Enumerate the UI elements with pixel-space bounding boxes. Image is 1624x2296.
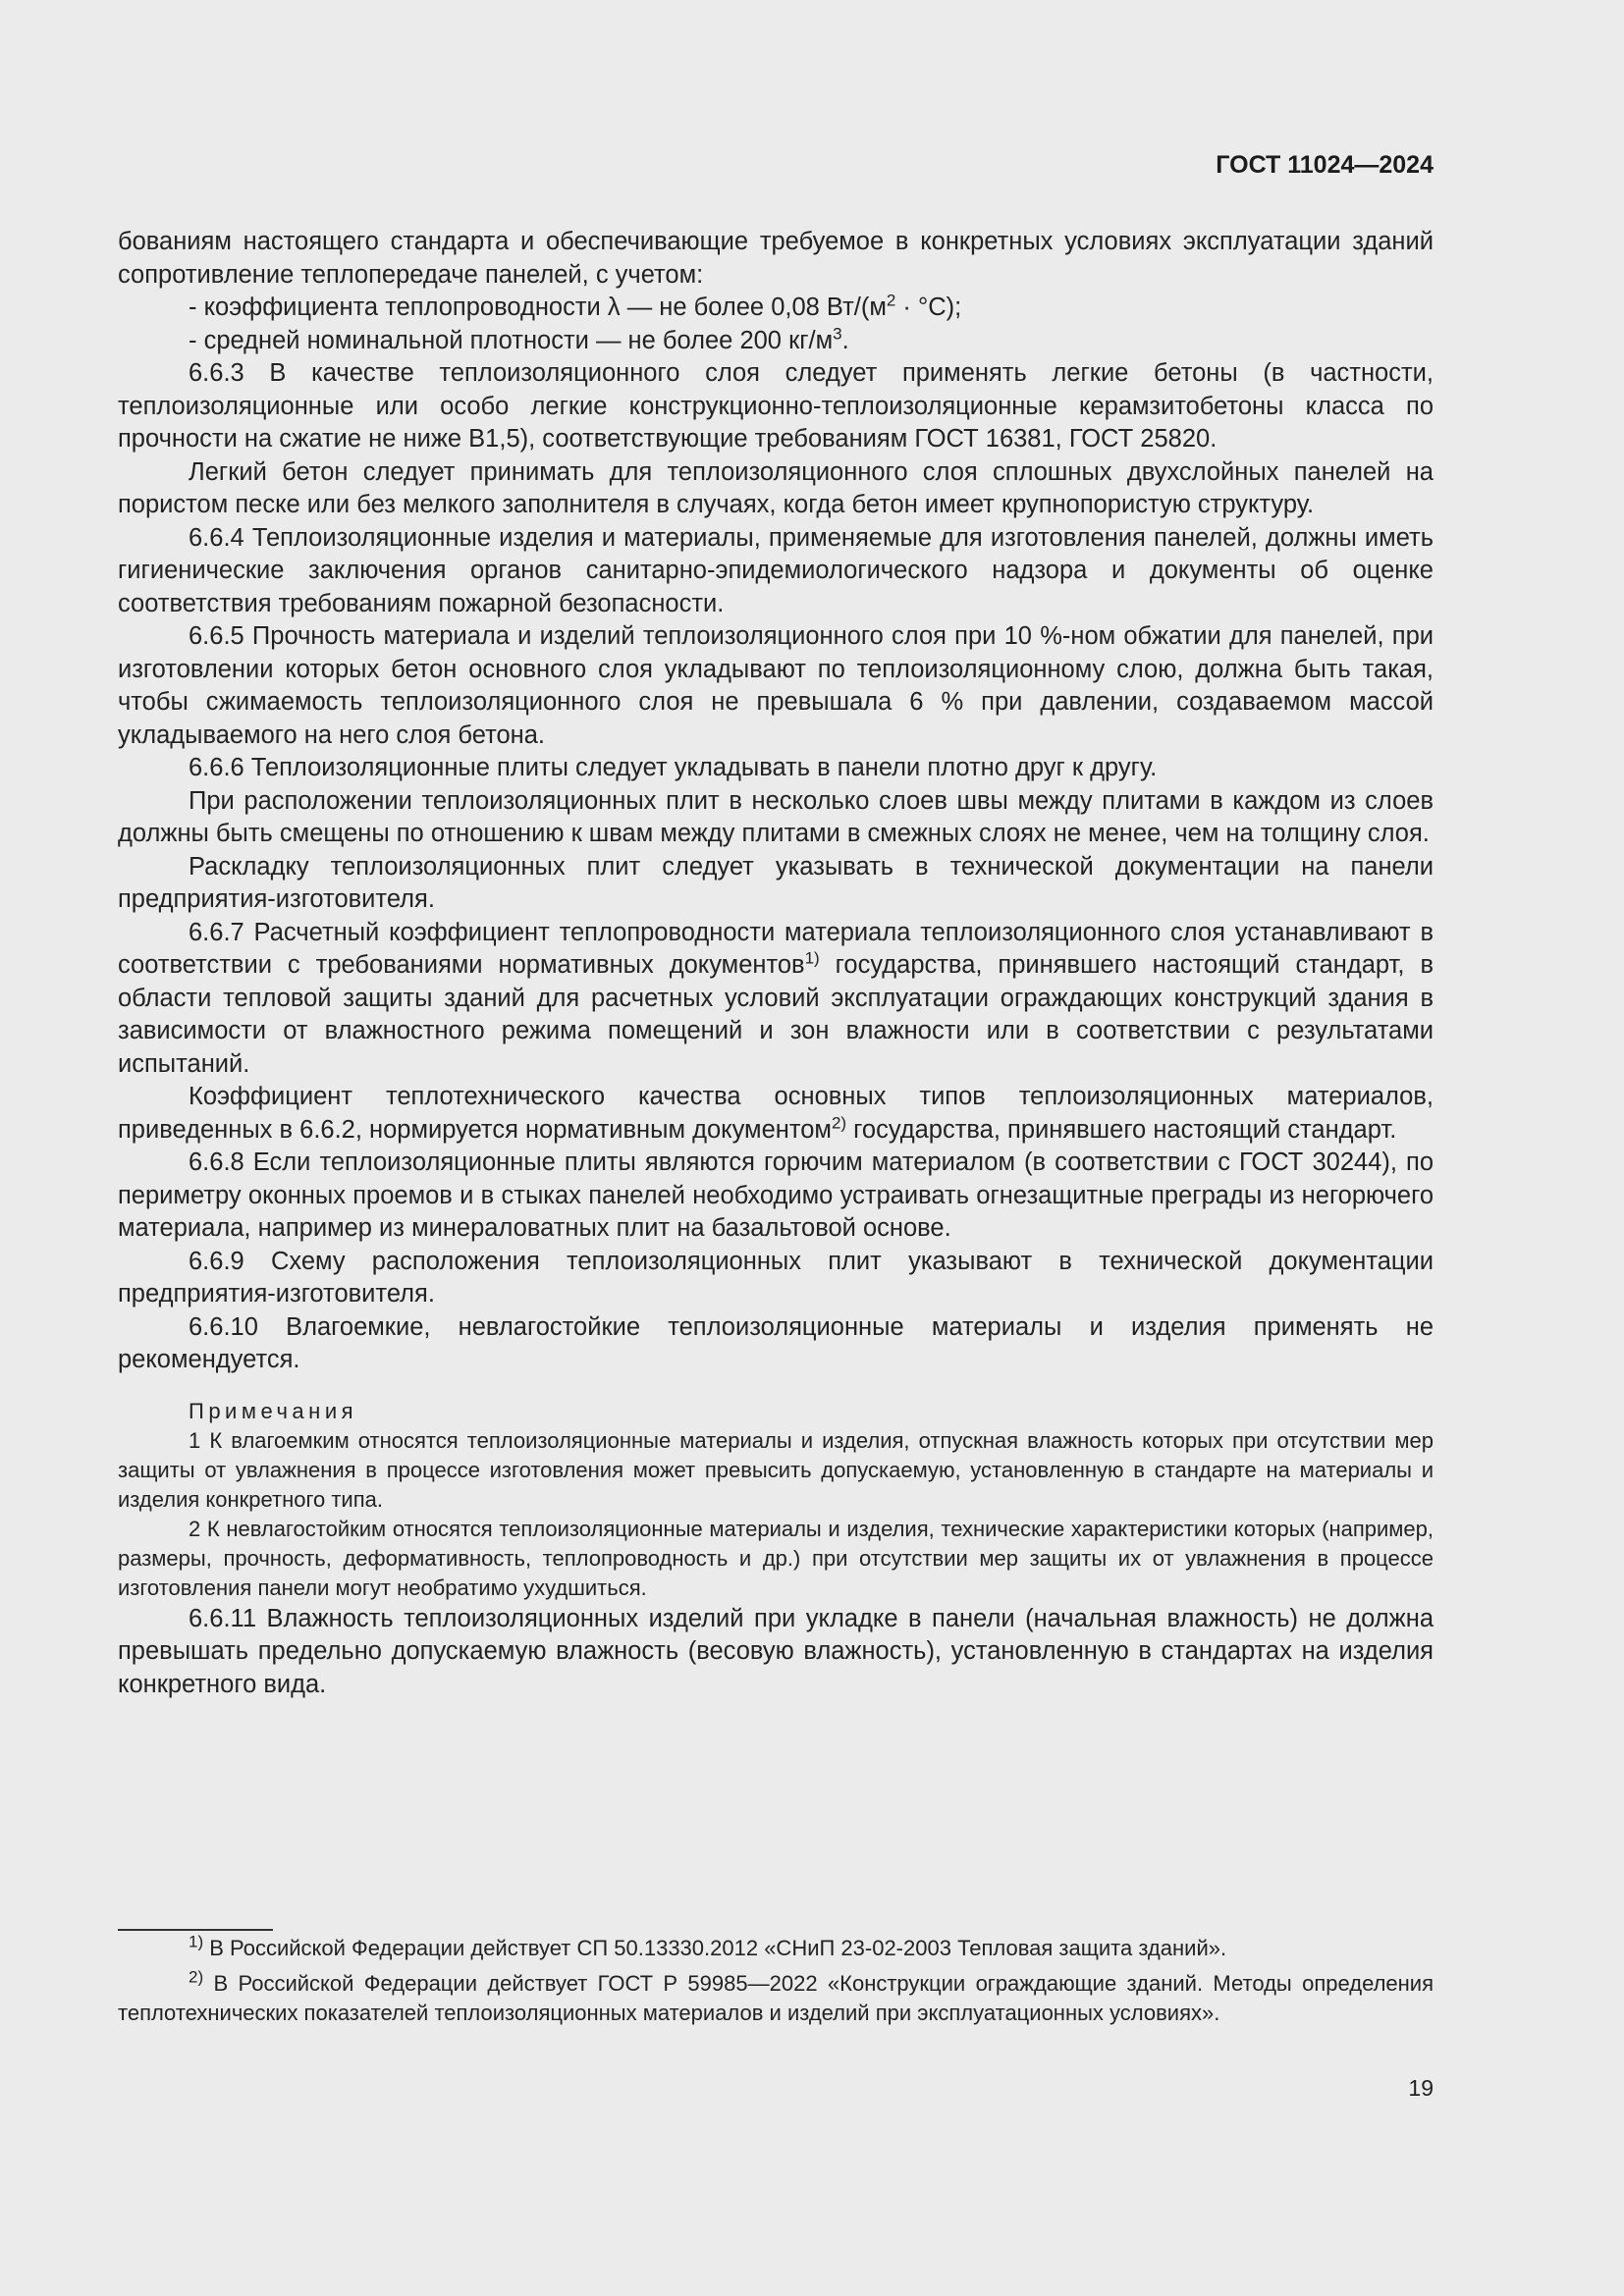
- list-item-thermal-conductivity: - коэффициента теплопроводности λ — не более 0,08 $Вт/(м^2 \cdot ^\circ С)$;: [189, 291, 962, 321]
- footnote-2: $^{2)}$ В Российской Федерации действует ГОСТ Р 59985—2022 «Конструкции ограждающие зданий. Методы определения теплотехнических показателей теплоизоляционных материалов и изделий при эксплуатационных условиях».: [118, 1967, 1434, 2025]
- clause-6-6-3-paragraph: Легкий бетон следует принимать для теплоизоляционного слоя сплошных двухслойных панелей на пористом песке или без мелкого заполнителя в случаях, когда бетон имеет крупнопористую структуру.: [118, 457, 1434, 518]
- note-2: 2 К невлагостойким относятся теплоизоляционные материалы и изделия, технические характеристики которых (например, размеры, прочность, деформативность, теплопроводность и др.) при отсутствии мер защиты их от увлажнения в процессе изготовления панели могут необратимо ухудшиться.: [118, 1516, 1434, 1600]
- clause-6-6-8: 6.6.8 Если теплоизоляционные плиты являются горючим материалом (в соответствии с ГОСТ 30244), по периметру оконных проемов и в стыках панелей необходимо устраивать огнезащитные преграды из негорючего материала, например из минераловатных плит на базальтовой основе.: [118, 1148, 1434, 1242]
- main-text: [118, 226, 1434, 1701]
- list-item-density: - средней номинальной плотности — не более 200 $кг/м^3$.: [189, 324, 849, 354]
- clause-6-6-9: 6.6.9 Схему расположения теплоизоляционных плит указывают в технической документации предприятия-изготовителя.: [118, 1247, 1434, 1308]
- footnote-ref-1: 1): [804, 948, 820, 968]
- note-1: 1 К влагоемким относятся теплоизоляционные материалы и изделия, отпускная влажность которых при отсутствии мер защиты от увлажнения в процессе изготовления может превысить допускаемую, установленную в стандарте на материалы и изделия конкретного типа.: [118, 1427, 1434, 1512]
- notes-block: [118, 1397, 1434, 1603]
- clause-6-6-6-paragraph-2: Раскладку теплоизоляционных плит следует указывать в технической документации на панели предприятия-изготовителя.: [118, 852, 1434, 913]
- notes-heading: Примечания: [189, 1398, 358, 1423]
- footnote-divider: [118, 1929, 273, 1931]
- paragraph-continuation: бованиям настоящего стандарта и обеспечивающие требуемое в конкретных условиях эксплуатации зданий сопротивление теплопередаче панелей, с учетом:: [118, 228, 1434, 289]
- footnotes: [118, 1934, 1434, 2034]
- clause-6-6-7: 6.6.7 Расчетный коэффициент теплопроводности материала теплоизоляционного слоя устанавливают в соответствии с требованиями нормативных документов$^{1)}$ государства, принявшего настоящий стандарт, в области тепловой защиты зданий для расчетных условий эксплуатации ограждающих конструкций здания в зависимости от влажностного режима помещений и зон влажности или в соответствии с результатами испытаний.: [118, 918, 1434, 1078]
- clause-6-6-5: 6.6.5 Прочность материала и изделий теплоизоляционного слоя при 10 %-ном обжатии для панелей, при изготовлении которых бетон основного слоя укладывают по теплоизоляционному слою, должна быть такая, чтобы сжимаемость теплоизоляционного слоя не превышала 6 % при давлении, создаваемом массой укладываемого на него слоя бетона.: [118, 622, 1434, 749]
- clause-6-6-3: 6.6.3 В качестве теплоизоляционного слоя следует применять легкие бетоны (в частности, теплоизоляционные или особо легкие конструкционно-теплоизоляционные керамзитобетоны класса по прочности на сжатие не ниже В1,5), соответствующие требованиям ГОСТ 16381, ГОСТ 25820.: [118, 359, 1434, 453]
- clause-6-6-6: 6.6.6 Теплоизоляционные плиты следует укладывать в панели плотно друг к другу.: [189, 754, 1158, 781]
- page-number: 19: [1408, 2075, 1434, 2101]
- footnote-1: $^{1)}$ В Российской Федерации действует СП 50.13330.2012 «СНиП 23-02-2003 Тепловая защита зданий».: [189, 1932, 1227, 1960]
- clause-6-6-6-paragraph: При расположении теплоизоляционных плит в несколько слоев швы между плитами в каждом из слоев должны быть смещены по отношению к швам между плитами в смежных слоях не менее, чем на толщину слоя.: [118, 786, 1434, 847]
- footnote-ref-2: 2): [831, 1113, 847, 1132]
- clause-6-6-4: 6.6.4 Теплоизоляционные изделия и материалы, применяемые для изготовления панелей, должны иметь гигиенические заключения органов санитарно-эпидемиологического надзора и документы об оценке соответствия требованиям пожарной безопасности.: [118, 523, 1434, 617]
- clause-6-6-11: 6.6.11 Влажность теплоизоляционных изделий при укладке в панели (начальная влажность) не должна превышать предельно допускаемую влажность (весовую влажность), установленную в стандартах на изделия конкретного вида.: [118, 1604, 1434, 1698]
- clause-6-6-10: 6.6.10 Влагоемкие, невлагостойкие теплоизоляционные материалы и изделия применять не рекомендуется.: [118, 1312, 1434, 1373]
- document-code-header: ГОСТ 11024—2024: [1216, 151, 1434, 179]
- clause-6-6-7-paragraph: Коэффициент теплотехнического качества основных типов теплоизоляционных материалов, приведенных в 6.6.2, нормируется нормативным документом$^{2)}$ государства, принявшего настоящий стандарт.: [118, 1083, 1434, 1144]
